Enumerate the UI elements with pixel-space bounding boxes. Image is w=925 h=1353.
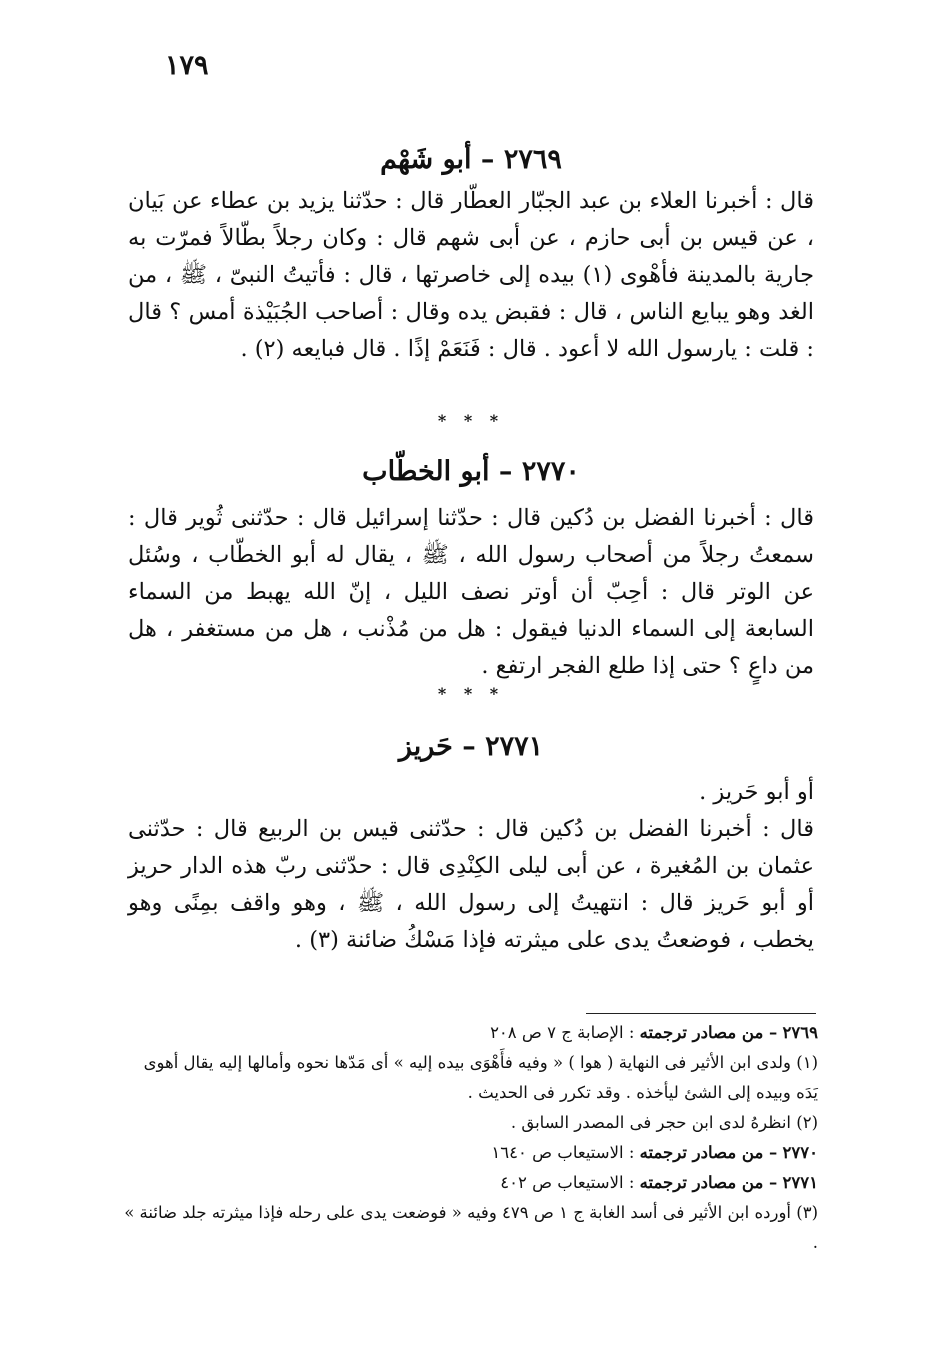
entry-number: ٢٧٧٠ <box>521 456 580 487</box>
paragraph: قال : أخبرنا العلاء بن عبد الجبّار العطّار قال : حدّثنا يزيد بن عطاء عن بَيان ، عن قيس بن أبى حازم ، عن أبى شهم قال : وكان رجلاً بطّالاً فمرّت به جارية بالمدينة فأهْوى (١) بيده إلى خاصرتها ، قال : فأتيتُ النبىّ ، ﷺ ، من الغد وهو يبايع الناس ، قال : فقبض يده وقال : أصاحب الجُبَيْذة أمس ؟ قال : قلت : يارسول الله لا أعود . قال : فَنَعَمْ إذًا . قال فبايعه (٢) . <box>128 188 814 362</box>
entry-body-2769 <box>128 183 814 368</box>
paragraph: قال : أخبرنا الفضل بن دُكين قال : حدّثنى قيس بن الربيع قال : حدّثنى عثمان بن المُغيرة ، عن أبى ليلى الكِنْدِى قال : حدّثنى ربّ هذه الدار حريز أو أبو حَريز قال : انتهيتُ إلى رسول الله ، ﷺ ، وهو واقف بمِنًى وهو يخطب ، فوضعتُ يدى على ميثرته فإذا مَسْكُ ضائنة (٣) . <box>128 816 814 953</box>
section-separator: * * * <box>437 684 505 703</box>
paragraph: أو أبو حَريز . <box>699 779 814 805</box>
entry-name: حَريز <box>398 731 453 762</box>
footnote-source-2770: ٢٧٧٠ – من مصادر ترجمته : الاستيعاب ص ١٦٤٠ <box>491 1143 818 1162</box>
entry-heading-2771: ٢٧٧١ – حَريز <box>398 731 544 762</box>
footnote-3: (٣) أورده ابن الأثير فى أسد الغابة ج ١ ص ٤٧٩ وفيه « فوضعت يدى على رحله فإذا ميثرته جلد ضائنة » . <box>124 1203 818 1252</box>
entry-heading-2769: ٢٧٦٩ – أبو شَهْم <box>380 144 562 175</box>
entry-name: أبو الخطّاب <box>362 456 490 487</box>
entry-name: أبو شَهْم <box>380 144 472 175</box>
footnote-1: (١) ولدى ابن الأثير فى النهاية ( هوا ) « وفيه فأَهْوَى بيده إليه » أى مَدّها نحوه وأمالها إليه يقال أهوى يَدَه وبيده إلى الشئ ليأخذه . وقد تكرر فى الحديث . <box>143 1053 818 1102</box>
entry-number: ٢٧٧١ <box>485 731 544 762</box>
section-separator: * * * <box>437 411 505 430</box>
paragraph: قال : أخبرنا الفضل بن دُكين قال : حدّثنا إسرائيل قال : حدّثنى ثُوير قال : سمعتُ رجلاً من أصحاب رسول الله ، ﷺ ، يقال له أبو الخطّاب ، وسُئل عن الوتر قال : أحِبّ أن أوتر نصف الليل ، إنّ الله يهبط من السماء السابعة إلى السماء الدنيا فيقول : هل من مُذْنب ، هل من مستغفر ، هل من داعٍ ؟ حتى إذا طلع الفجر ارتفع . <box>128 505 814 679</box>
entry-body-2771 <box>128 774 814 959</box>
page-number: ١٧٩ <box>165 50 209 81</box>
footnote-2: (٢) انظرهُ لدى ابن حجر فى المصدر السابق . <box>510 1113 818 1132</box>
footnote-source-2769: ٢٧٦٩ – من مصادر ترجمته : الإصابة ج ٧ ص ٢٠٨ <box>490 1023 818 1042</box>
footnote-rule <box>586 1013 816 1014</box>
footnotes <box>118 1018 818 1258</box>
entry-heading-2770: ٢٧٧٠ – أبو الخطّاب <box>362 456 580 487</box>
entry-number: ٢٧٦٩ <box>503 144 562 175</box>
entry-body-2770 <box>128 500 814 685</box>
footnote-source-2771: ٢٧٧١ – من مصادر ترجمته : الاستيعاب ص ٤٠٢ <box>500 1173 818 1192</box>
